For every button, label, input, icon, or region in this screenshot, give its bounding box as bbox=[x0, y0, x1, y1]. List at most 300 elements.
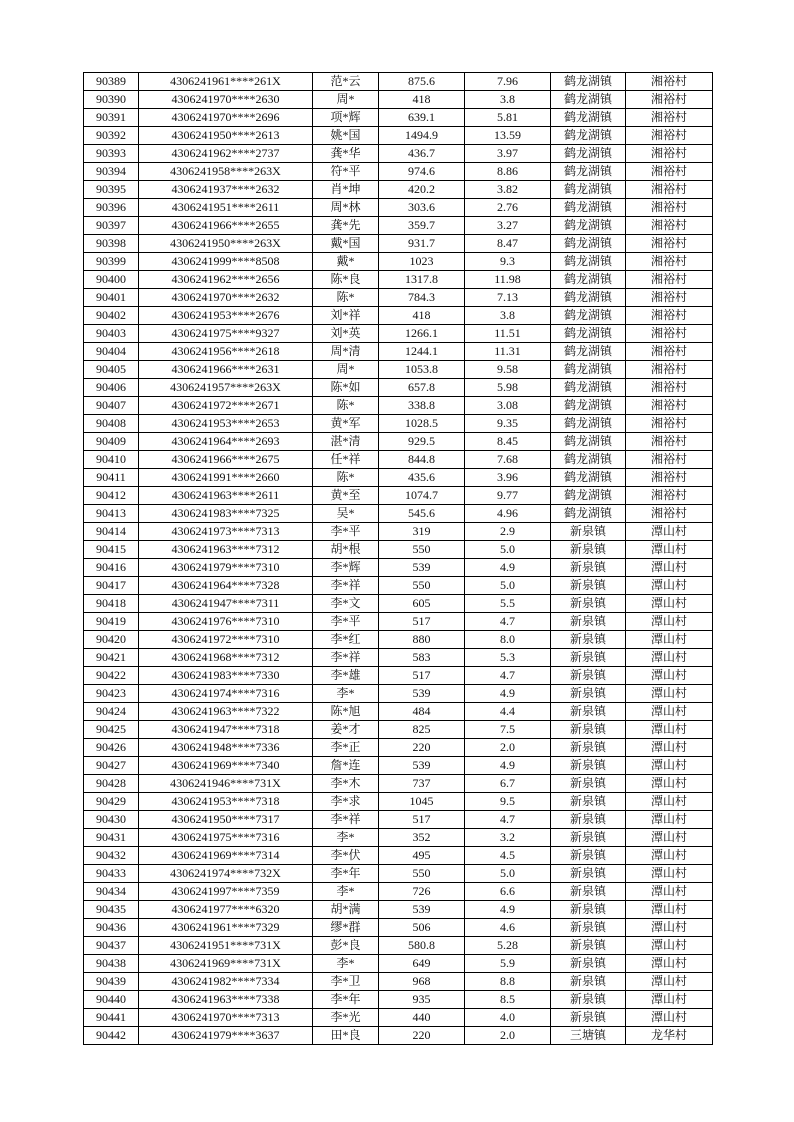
row-number-cell: 90408 bbox=[84, 415, 139, 433]
table-row bbox=[84, 649, 713, 667]
table-row bbox=[84, 415, 713, 433]
amount-cell: 1053.8 bbox=[379, 361, 465, 379]
quantity-cell: 8.45 bbox=[465, 433, 551, 451]
row-number-cell: 90420 bbox=[84, 631, 139, 649]
name-cell: 缪*群 bbox=[313, 919, 379, 937]
id-number-cell: 4306241966****2655 bbox=[139, 217, 313, 235]
id-number-cell: 4306241972****7310 bbox=[139, 631, 313, 649]
id-number-cell: 4306241961****7329 bbox=[139, 919, 313, 937]
row-number-cell: 90412 bbox=[84, 487, 139, 505]
name-cell: 范*云 bbox=[313, 73, 379, 91]
row-number-cell: 90425 bbox=[84, 721, 139, 739]
village-cell: 湘裕村 bbox=[626, 361, 713, 379]
town-cell: 鹤龙湖镇 bbox=[551, 343, 626, 361]
table-row bbox=[84, 253, 713, 271]
village-cell: 湘裕村 bbox=[626, 145, 713, 163]
amount-cell: 875.6 bbox=[379, 73, 465, 91]
amount-cell: 1266.1 bbox=[379, 325, 465, 343]
row-number-cell: 90431 bbox=[84, 829, 139, 847]
id-number-cell: 4306241983****7325 bbox=[139, 505, 313, 523]
village-cell: 湘裕村 bbox=[626, 379, 713, 397]
amount-cell: 506 bbox=[379, 919, 465, 937]
table-row bbox=[84, 199, 713, 217]
village-cell: 湘裕村 bbox=[626, 235, 713, 253]
table-row bbox=[84, 181, 713, 199]
village-cell: 湘裕村 bbox=[626, 289, 713, 307]
amount-cell: 657.8 bbox=[379, 379, 465, 397]
village-cell: 潭山村 bbox=[626, 523, 713, 541]
amount-cell: 495 bbox=[379, 847, 465, 865]
town-cell: 新泉镇 bbox=[551, 667, 626, 685]
village-cell: 湘裕村 bbox=[626, 307, 713, 325]
town-cell: 鹤龙湖镇 bbox=[551, 361, 626, 379]
town-cell: 新泉镇 bbox=[551, 559, 626, 577]
id-number-cell: 4306241953****2653 bbox=[139, 415, 313, 433]
table-row bbox=[84, 343, 713, 361]
amount-cell: 220 bbox=[379, 739, 465, 757]
name-cell: 陈*旭 bbox=[313, 703, 379, 721]
town-cell: 新泉镇 bbox=[551, 919, 626, 937]
row-number-cell: 90442 bbox=[84, 1027, 139, 1045]
quantity-cell: 4.7 bbox=[465, 811, 551, 829]
quantity-cell: 4.0 bbox=[465, 1009, 551, 1027]
id-number-cell: 4306241970****7313 bbox=[139, 1009, 313, 1027]
town-cell: 鹤龙湖镇 bbox=[551, 451, 626, 469]
name-cell: 戴*国 bbox=[313, 235, 379, 253]
id-number-cell: 4306241975****9327 bbox=[139, 325, 313, 343]
town-cell: 新泉镇 bbox=[551, 595, 626, 613]
table-row bbox=[84, 379, 713, 397]
village-cell: 湘裕村 bbox=[626, 199, 713, 217]
table-row bbox=[84, 451, 713, 469]
name-cell: 李*光 bbox=[313, 1009, 379, 1027]
town-cell: 鹤龙湖镇 bbox=[551, 397, 626, 415]
quantity-cell: 3.27 bbox=[465, 217, 551, 235]
id-number-cell: 4306241963****2611 bbox=[139, 487, 313, 505]
amount-cell: 1028.5 bbox=[379, 415, 465, 433]
village-cell: 湘裕村 bbox=[626, 433, 713, 451]
amount-cell: 435.6 bbox=[379, 469, 465, 487]
village-cell: 湘裕村 bbox=[626, 343, 713, 361]
name-cell: 周*林 bbox=[313, 199, 379, 217]
town-cell: 新泉镇 bbox=[551, 793, 626, 811]
row-number-cell: 90419 bbox=[84, 613, 139, 631]
amount-cell: 484 bbox=[379, 703, 465, 721]
name-cell: 龚*华 bbox=[313, 145, 379, 163]
table-row bbox=[84, 271, 713, 289]
table-row bbox=[84, 235, 713, 253]
row-number-cell: 90414 bbox=[84, 523, 139, 541]
id-number-cell: 4306241947****7318 bbox=[139, 721, 313, 739]
row-number-cell: 90416 bbox=[84, 559, 139, 577]
id-number-cell: 4306241974****7316 bbox=[139, 685, 313, 703]
amount-cell: 1244.1 bbox=[379, 343, 465, 361]
amount-cell: 545.6 bbox=[379, 505, 465, 523]
row-number-cell: 90397 bbox=[84, 217, 139, 235]
table-body bbox=[84, 73, 713, 1045]
amount-cell: 649 bbox=[379, 955, 465, 973]
village-cell: 潭山村 bbox=[626, 541, 713, 559]
quantity-cell: 4.7 bbox=[465, 667, 551, 685]
table-row bbox=[84, 937, 713, 955]
village-cell: 潭山村 bbox=[626, 757, 713, 775]
village-cell: 潭山村 bbox=[626, 631, 713, 649]
row-number-cell: 90418 bbox=[84, 595, 139, 613]
town-cell: 新泉镇 bbox=[551, 829, 626, 847]
town-cell: 鹤龙湖镇 bbox=[551, 289, 626, 307]
name-cell: 黄*军 bbox=[313, 415, 379, 433]
amount-cell: 784.3 bbox=[379, 289, 465, 307]
amount-cell: 1074.7 bbox=[379, 487, 465, 505]
table-row bbox=[84, 523, 713, 541]
row-number-cell: 90389 bbox=[84, 73, 139, 91]
name-cell: 彭*良 bbox=[313, 937, 379, 955]
town-cell: 新泉镇 bbox=[551, 757, 626, 775]
row-number-cell: 90395 bbox=[84, 181, 139, 199]
amount-cell: 550 bbox=[379, 541, 465, 559]
town-cell: 鹤龙湖镇 bbox=[551, 163, 626, 181]
quantity-cell: 8.47 bbox=[465, 235, 551, 253]
amount-cell: 968 bbox=[379, 973, 465, 991]
town-cell: 鹤龙湖镇 bbox=[551, 307, 626, 325]
name-cell: 李*伏 bbox=[313, 847, 379, 865]
id-number-cell: 4306241997****7359 bbox=[139, 883, 313, 901]
row-number-cell: 90423 bbox=[84, 685, 139, 703]
table-row bbox=[84, 793, 713, 811]
name-cell: 周*清 bbox=[313, 343, 379, 361]
name-cell: 詹*连 bbox=[313, 757, 379, 775]
quantity-cell: 2.0 bbox=[465, 739, 551, 757]
village-cell: 潭山村 bbox=[626, 559, 713, 577]
name-cell: 周* bbox=[313, 361, 379, 379]
name-cell: 陈* bbox=[313, 469, 379, 487]
row-number-cell: 90403 bbox=[84, 325, 139, 343]
row-number-cell: 90399 bbox=[84, 253, 139, 271]
town-cell: 鹤龙湖镇 bbox=[551, 487, 626, 505]
village-cell: 湘裕村 bbox=[626, 325, 713, 343]
village-cell: 湘裕村 bbox=[626, 505, 713, 523]
quantity-cell: 2.9 bbox=[465, 523, 551, 541]
amount-cell: 935 bbox=[379, 991, 465, 1009]
row-number-cell: 90428 bbox=[84, 775, 139, 793]
town-cell: 新泉镇 bbox=[551, 649, 626, 667]
village-cell: 潭山村 bbox=[626, 955, 713, 973]
quantity-cell: 8.86 bbox=[465, 163, 551, 181]
village-cell: 潭山村 bbox=[626, 811, 713, 829]
name-cell: 戴* bbox=[313, 253, 379, 271]
village-cell: 潭山村 bbox=[626, 577, 713, 595]
records-table bbox=[83, 72, 713, 1045]
amount-cell: 418 bbox=[379, 307, 465, 325]
amount-cell: 639.1 bbox=[379, 109, 465, 127]
amount-cell: 974.6 bbox=[379, 163, 465, 181]
row-number-cell: 90407 bbox=[84, 397, 139, 415]
quantity-cell: 9.3 bbox=[465, 253, 551, 271]
quantity-cell: 8.8 bbox=[465, 973, 551, 991]
town-cell: 新泉镇 bbox=[551, 883, 626, 901]
amount-cell: 737 bbox=[379, 775, 465, 793]
quantity-cell: 2.0 bbox=[465, 1027, 551, 1045]
id-number-cell: 4306241951****2611 bbox=[139, 199, 313, 217]
amount-cell: 418 bbox=[379, 91, 465, 109]
row-number-cell: 90396 bbox=[84, 199, 139, 217]
town-cell: 鹤龙湖镇 bbox=[551, 271, 626, 289]
quantity-cell: 4.9 bbox=[465, 559, 551, 577]
row-number-cell: 90426 bbox=[84, 739, 139, 757]
town-cell: 鹤龙湖镇 bbox=[551, 253, 626, 271]
quantity-cell: 8.0 bbox=[465, 631, 551, 649]
id-number-cell: 4306241947****7311 bbox=[139, 595, 313, 613]
amount-cell: 517 bbox=[379, 613, 465, 631]
table-row bbox=[84, 577, 713, 595]
village-cell: 潭山村 bbox=[626, 793, 713, 811]
quantity-cell: 4.96 bbox=[465, 505, 551, 523]
name-cell: 黄*至 bbox=[313, 487, 379, 505]
row-number-cell: 90422 bbox=[84, 667, 139, 685]
id-number-cell: 4306241953****2676 bbox=[139, 307, 313, 325]
row-number-cell: 90392 bbox=[84, 127, 139, 145]
town-cell: 鹤龙湖镇 bbox=[551, 469, 626, 487]
table-row bbox=[84, 217, 713, 235]
name-cell: 姜*才 bbox=[313, 721, 379, 739]
village-cell: 湘裕村 bbox=[626, 271, 713, 289]
row-number-cell: 90398 bbox=[84, 235, 139, 253]
id-number-cell: 4306241970****2696 bbox=[139, 109, 313, 127]
name-cell: 湛*清 bbox=[313, 433, 379, 451]
id-number-cell: 4306241963****7312 bbox=[139, 541, 313, 559]
amount-cell: 440 bbox=[379, 1009, 465, 1027]
table-row bbox=[84, 307, 713, 325]
village-cell: 潭山村 bbox=[626, 973, 713, 991]
town-cell: 新泉镇 bbox=[551, 523, 626, 541]
town-cell: 新泉镇 bbox=[551, 1009, 626, 1027]
quantity-cell: 4.5 bbox=[465, 847, 551, 865]
amount-cell: 220 bbox=[379, 1027, 465, 1045]
row-number-cell: 90417 bbox=[84, 577, 139, 595]
quantity-cell: 7.68 bbox=[465, 451, 551, 469]
quantity-cell: 5.0 bbox=[465, 541, 551, 559]
town-cell: 新泉镇 bbox=[551, 721, 626, 739]
id-number-cell: 4306241972****2671 bbox=[139, 397, 313, 415]
table-row bbox=[84, 901, 713, 919]
row-number-cell: 90409 bbox=[84, 433, 139, 451]
id-number-cell: 4306241966****2631 bbox=[139, 361, 313, 379]
village-cell: 湘裕村 bbox=[626, 397, 713, 415]
name-cell: 李*祥 bbox=[313, 577, 379, 595]
name-cell: 吴* bbox=[313, 505, 379, 523]
town-cell: 新泉镇 bbox=[551, 811, 626, 829]
table-row bbox=[84, 739, 713, 757]
town-cell: 鹤龙湖镇 bbox=[551, 145, 626, 163]
id-number-cell: 4306241964****2693 bbox=[139, 433, 313, 451]
id-number-cell: 4306241983****7330 bbox=[139, 667, 313, 685]
table-row bbox=[84, 847, 713, 865]
id-number-cell: 4306241950****7317 bbox=[139, 811, 313, 829]
village-cell: 潭山村 bbox=[626, 721, 713, 739]
village-cell: 湘裕村 bbox=[626, 469, 713, 487]
table-row bbox=[84, 73, 713, 91]
table-row bbox=[84, 865, 713, 883]
quantity-cell: 4.9 bbox=[465, 685, 551, 703]
row-number-cell: 90415 bbox=[84, 541, 139, 559]
town-cell: 新泉镇 bbox=[551, 541, 626, 559]
table-row bbox=[84, 631, 713, 649]
town-cell: 新泉镇 bbox=[551, 685, 626, 703]
town-cell: 新泉镇 bbox=[551, 973, 626, 991]
row-number-cell: 90401 bbox=[84, 289, 139, 307]
village-cell: 潭山村 bbox=[626, 901, 713, 919]
village-cell: 湘裕村 bbox=[626, 487, 713, 505]
amount-cell: 539 bbox=[379, 757, 465, 775]
id-number-cell: 4306241951****731X bbox=[139, 937, 313, 955]
quantity-cell: 3.82 bbox=[465, 181, 551, 199]
quantity-cell: 3.2 bbox=[465, 829, 551, 847]
name-cell: 李* bbox=[313, 829, 379, 847]
id-number-cell: 4306241975****7316 bbox=[139, 829, 313, 847]
town-cell: 新泉镇 bbox=[551, 703, 626, 721]
amount-cell: 539 bbox=[379, 901, 465, 919]
village-cell: 潭山村 bbox=[626, 865, 713, 883]
table-row bbox=[84, 505, 713, 523]
quantity-cell: 5.0 bbox=[465, 577, 551, 595]
town-cell: 鹤龙湖镇 bbox=[551, 379, 626, 397]
name-cell: 李*辉 bbox=[313, 559, 379, 577]
row-number-cell: 90394 bbox=[84, 163, 139, 181]
amount-cell: 1045 bbox=[379, 793, 465, 811]
table-row bbox=[84, 163, 713, 181]
row-number-cell: 90433 bbox=[84, 865, 139, 883]
id-number-cell: 4306241957****263X bbox=[139, 379, 313, 397]
town-cell: 新泉镇 bbox=[551, 865, 626, 883]
quantity-cell: 11.31 bbox=[465, 343, 551, 361]
id-number-cell: 4306241962****2737 bbox=[139, 145, 313, 163]
row-number-cell: 90406 bbox=[84, 379, 139, 397]
quantity-cell: 5.5 bbox=[465, 595, 551, 613]
row-number-cell: 90404 bbox=[84, 343, 139, 361]
town-cell: 新泉镇 bbox=[551, 901, 626, 919]
table-row bbox=[84, 127, 713, 145]
id-number-cell: 4306241963****7338 bbox=[139, 991, 313, 1009]
table-row bbox=[84, 325, 713, 343]
village-cell: 湘裕村 bbox=[626, 181, 713, 199]
table-row bbox=[84, 595, 713, 613]
village-cell: 潭山村 bbox=[626, 991, 713, 1009]
town-cell: 新泉镇 bbox=[551, 739, 626, 757]
table-row bbox=[84, 829, 713, 847]
village-cell: 湘裕村 bbox=[626, 253, 713, 271]
row-number-cell: 90432 bbox=[84, 847, 139, 865]
table-row bbox=[84, 919, 713, 937]
amount-cell: 539 bbox=[379, 559, 465, 577]
row-number-cell: 90411 bbox=[84, 469, 139, 487]
row-number-cell: 90429 bbox=[84, 793, 139, 811]
name-cell: 李*文 bbox=[313, 595, 379, 613]
village-cell: 潭山村 bbox=[626, 847, 713, 865]
id-number-cell: 4306241950****2613 bbox=[139, 127, 313, 145]
quantity-cell: 7.13 bbox=[465, 289, 551, 307]
name-cell: 刘*祥 bbox=[313, 307, 379, 325]
town-cell: 鹤龙湖镇 bbox=[551, 127, 626, 145]
amount-cell: 1317.8 bbox=[379, 271, 465, 289]
quantity-cell: 5.81 bbox=[465, 109, 551, 127]
amount-cell: 517 bbox=[379, 811, 465, 829]
table-row bbox=[84, 469, 713, 487]
quantity-cell: 9.58 bbox=[465, 361, 551, 379]
row-number-cell: 90421 bbox=[84, 649, 139, 667]
amount-cell: 931.7 bbox=[379, 235, 465, 253]
village-cell: 潭山村 bbox=[626, 775, 713, 793]
quantity-cell: 9.77 bbox=[465, 487, 551, 505]
amount-cell: 550 bbox=[379, 865, 465, 883]
table-row bbox=[84, 883, 713, 901]
id-number-cell: 4306241974****732X bbox=[139, 865, 313, 883]
row-number-cell: 90390 bbox=[84, 91, 139, 109]
amount-cell: 517 bbox=[379, 667, 465, 685]
id-number-cell: 4306241991****2660 bbox=[139, 469, 313, 487]
village-cell: 潭山村 bbox=[626, 595, 713, 613]
row-number-cell: 90441 bbox=[84, 1009, 139, 1027]
id-number-cell: 4306241961****261X bbox=[139, 73, 313, 91]
village-cell: 潭山村 bbox=[626, 685, 713, 703]
name-cell: 李*木 bbox=[313, 775, 379, 793]
town-cell: 新泉镇 bbox=[551, 613, 626, 631]
quantity-cell: 6.6 bbox=[465, 883, 551, 901]
quantity-cell: 5.9 bbox=[465, 955, 551, 973]
name-cell: 姚*国 bbox=[313, 127, 379, 145]
row-number-cell: 90435 bbox=[84, 901, 139, 919]
id-number-cell: 4306241962****2656 bbox=[139, 271, 313, 289]
table-row bbox=[84, 721, 713, 739]
town-cell: 鹤龙湖镇 bbox=[551, 415, 626, 433]
town-cell: 新泉镇 bbox=[551, 631, 626, 649]
name-cell: 符*平 bbox=[313, 163, 379, 181]
table-row bbox=[84, 91, 713, 109]
id-number-cell: 4306241958****263X bbox=[139, 163, 313, 181]
amount-cell: 436.7 bbox=[379, 145, 465, 163]
name-cell: 陈* bbox=[313, 397, 379, 415]
amount-cell: 825 bbox=[379, 721, 465, 739]
id-number-cell: 4306241948****7336 bbox=[139, 739, 313, 757]
quantity-cell: 5.28 bbox=[465, 937, 551, 955]
amount-cell: 550 bbox=[379, 577, 465, 595]
village-cell: 潭山村 bbox=[626, 739, 713, 757]
row-number-cell: 90402 bbox=[84, 307, 139, 325]
table-row bbox=[84, 775, 713, 793]
name-cell: 李*卫 bbox=[313, 973, 379, 991]
quantity-cell: 3.08 bbox=[465, 397, 551, 415]
village-cell: 湘裕村 bbox=[626, 451, 713, 469]
town-cell: 三塘镇 bbox=[551, 1027, 626, 1045]
quantity-cell: 4.9 bbox=[465, 757, 551, 775]
town-cell: 鹤龙湖镇 bbox=[551, 109, 626, 127]
amount-cell: 1494.9 bbox=[379, 127, 465, 145]
row-number-cell: 90437 bbox=[84, 937, 139, 955]
town-cell: 鹤龙湖镇 bbox=[551, 91, 626, 109]
amount-cell: 338.8 bbox=[379, 397, 465, 415]
village-cell: 潭山村 bbox=[626, 919, 713, 937]
table-row bbox=[84, 541, 713, 559]
village-cell: 潭山村 bbox=[626, 703, 713, 721]
row-number-cell: 90400 bbox=[84, 271, 139, 289]
table-row bbox=[84, 991, 713, 1009]
id-number-cell: 4306241937****2632 bbox=[139, 181, 313, 199]
id-number-cell: 4306241970****2630 bbox=[139, 91, 313, 109]
quantity-cell: 4.6 bbox=[465, 919, 551, 937]
name-cell: 胡*根 bbox=[313, 541, 379, 559]
name-cell: 项*辉 bbox=[313, 109, 379, 127]
id-number-cell: 4306241966****2675 bbox=[139, 451, 313, 469]
table-row bbox=[84, 397, 713, 415]
